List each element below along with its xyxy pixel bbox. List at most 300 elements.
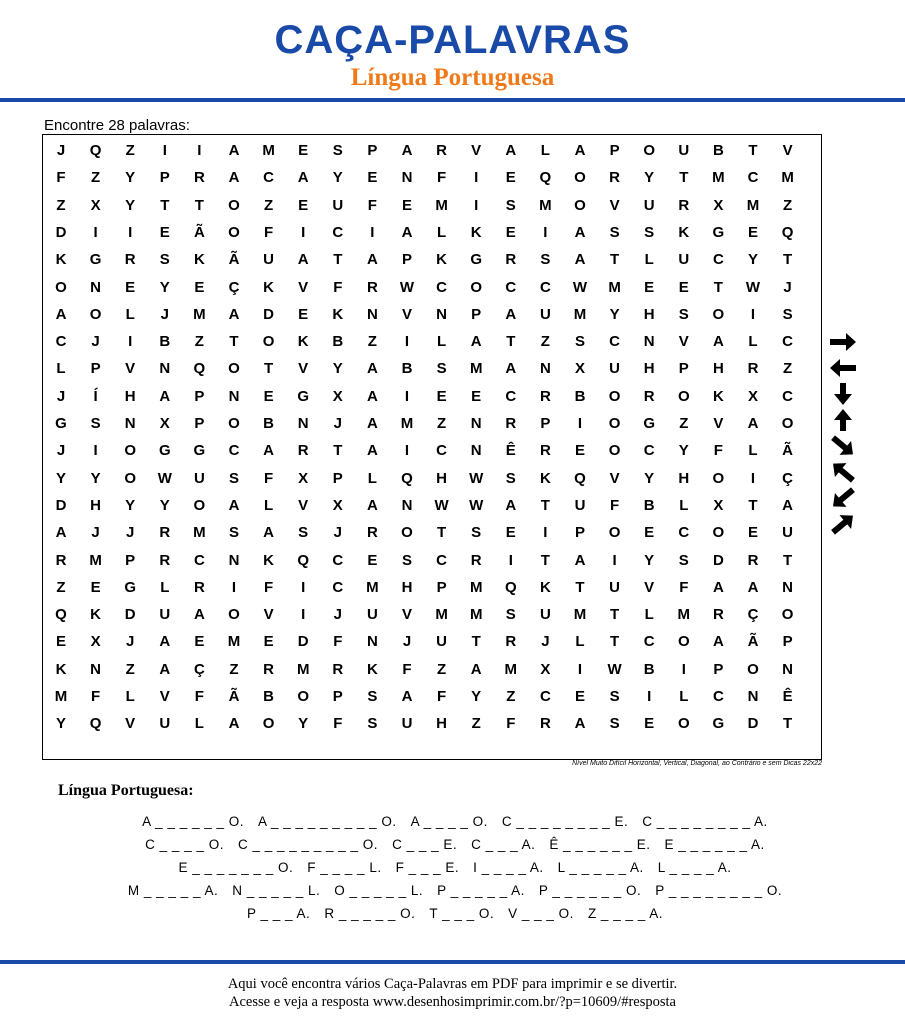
grid-cell[interactable]: T [610,251,620,269]
grid-cell[interactable]: S [678,305,689,323]
grid-cell[interactable]: X [713,496,724,514]
grid-cell[interactable]: M [296,660,310,678]
grid-cell[interactable]: J [56,387,66,405]
grid-cell[interactable]: P [194,415,205,432]
grid-cell[interactable]: C [228,442,240,460]
grid-cell[interactable]: S [90,415,101,432]
grid-cell[interactable]: A [228,142,240,159]
grid-cell[interactable]: Y [644,469,655,487]
grid-cell[interactable]: R [159,524,171,542]
grid-cell[interactable]: S [471,524,482,542]
grid-cell[interactable]: W [399,278,415,296]
grid-cell[interactable]: Y [125,496,136,514]
grid-cell[interactable]: U [643,196,655,214]
grid-cell[interactable]: R [55,551,67,569]
grid-cell[interactable]: W [572,278,588,296]
grid-cell[interactable]: R [678,196,690,214]
grid-cell[interactable]: M [781,169,794,187]
grid-cell[interactable]: S [228,524,239,542]
grid-cell[interactable]: L [644,251,654,269]
grid-cell[interactable]: J [333,415,342,432]
grid-cell[interactable]: V [125,715,136,733]
grid-cell[interactable]: E [505,223,516,241]
grid-cell[interactable]: O [401,524,413,542]
grid-cell[interactable]: W [469,496,484,514]
grid-cell[interactable]: F [264,578,274,596]
grid-cell[interactable]: J [56,442,66,460]
grid-cell[interactable]: A [366,442,378,460]
grid-cell[interactable]: M [262,142,275,159]
grid-cell[interactable]: B [332,333,344,351]
grid-cell[interactable]: L [160,578,170,596]
grid-cell[interactable]: K [263,551,275,569]
grid-cell[interactable]: E [436,387,447,405]
grid-cell[interactable]: A [55,524,67,542]
grid-cell[interactable]: Z [679,415,689,432]
grid-cell[interactable]: S [574,333,585,351]
grid-cell[interactable]: Y [644,169,655,187]
grid-cell[interactable]: I [404,333,410,351]
grid-cell[interactable]: F [367,196,377,214]
grid-cell[interactable]: G [712,223,725,241]
grid-cell[interactable]: C [782,387,794,405]
grid-cell[interactable]: M [539,196,552,214]
grid-cell[interactable]: C [643,633,655,651]
grid-cell[interactable]: R [366,278,378,296]
grid-cell[interactable]: A [505,142,517,159]
grid-cell[interactable]: B [643,660,655,678]
grid-cell[interactable]: S [540,251,551,269]
grid-cell[interactable]: O [677,387,690,405]
grid-cell[interactable]: X [90,196,101,214]
grid-cell[interactable]: T [194,196,204,214]
grid-cell[interactable]: R [332,660,344,678]
grid-cell[interactable]: Ç [228,278,240,296]
grid-cell[interactable]: G [55,415,67,432]
grid-cell[interactable]: Q [193,360,206,378]
grid-cell[interactable]: I [508,551,513,569]
grid-cell[interactable]: M [435,196,448,214]
grid-cell[interactable]: G [89,251,102,269]
grid-cell[interactable]: C [712,688,724,705]
grid-cell[interactable]: A [401,142,413,159]
grid-cell[interactable]: A [712,633,724,651]
grid-cell[interactable]: X [540,660,551,678]
grid-cell[interactable]: Z [125,142,135,159]
grid-cell[interactable]: F [264,469,274,487]
grid-cell[interactable]: A [297,169,309,187]
grid-cell[interactable]: V [401,606,412,624]
grid-cell[interactable]: H [643,360,655,378]
grid-cell[interactable]: U [401,715,413,733]
grid-cell[interactable]: O [124,442,137,460]
grid-cell[interactable]: T [575,578,585,596]
grid-cell[interactable]: I [162,142,167,159]
grid-cell[interactable]: I [750,305,756,323]
grid-cell[interactable]: E [263,633,274,651]
grid-cell[interactable]: P [332,469,343,487]
grid-cell[interactable]: U [574,496,586,514]
grid-cell[interactable]: R [124,251,136,269]
grid-cell[interactable]: M [366,578,379,596]
grid-cell[interactable]: I [301,578,306,596]
grid-cell[interactable]: G [470,251,483,269]
grid-cell[interactable]: L [679,496,689,514]
grid-cell[interactable]: H [712,360,724,378]
grid-cell[interactable]: R [747,360,759,378]
grid-cell[interactable]: K [712,387,724,405]
grid-cell[interactable]: L [264,496,274,514]
grid-cell[interactable]: R [366,524,378,542]
grid-cell[interactable]: X [159,415,170,432]
grid-cell[interactable]: A [228,169,240,187]
grid-cell[interactable]: J [126,633,135,651]
grid-cell[interactable]: M [573,606,587,624]
grid-cell[interactable]: S [332,142,343,159]
grid-cell[interactable]: E [367,551,378,569]
grid-cell[interactable]: J [160,305,169,323]
grid-cell[interactable]: K [332,305,344,323]
grid-cell[interactable]: Q [297,551,310,569]
grid-cell[interactable]: P [713,660,724,678]
grid-cell[interactable]: U [678,142,690,159]
grid-cell[interactable]: P [367,142,378,159]
grid-cell[interactable]: X [332,496,343,514]
grid-cell[interactable]: E [263,387,274,405]
grid-cell[interactable]: A [366,360,378,378]
grid-cell[interactable]: O [89,305,102,323]
grid-cell[interactable]: Z [229,660,239,678]
grid-cell[interactable]: A [228,715,240,733]
grid-cell[interactable]: N [539,360,551,378]
grid-cell[interactable]: H [90,496,102,514]
grid-cell[interactable]: S [436,360,447,378]
grid-cell[interactable]: S [367,715,378,733]
grid-cell[interactable]: A [574,142,586,159]
grid-cell[interactable]: T [229,333,239,351]
grid-cell[interactable]: A [505,496,517,514]
grid-cell[interactable]: Y [159,496,170,514]
grid-cell[interactable]: N [747,688,759,705]
grid-cell[interactable]: S [644,223,655,241]
grid-cell[interactable]: C [505,278,517,296]
grid-cell[interactable]: M [435,606,448,624]
grid-cell[interactable]: A [263,524,275,542]
grid-cell[interactable]: E [298,196,309,214]
grid-cell[interactable]: L [56,360,66,378]
grid-cell[interactable]: U [332,196,344,214]
grid-cell[interactable]: S [367,688,378,705]
grid-cell[interactable]: Y [471,688,482,705]
grid-cell[interactable]: J [56,142,66,159]
grid-cell[interactable]: T [160,196,170,214]
grid-cell[interactable]: A [712,333,724,351]
grid-cell[interactable]: T [506,333,516,351]
grid-cell[interactable]: U [539,606,551,624]
grid-cell[interactable]: O [747,660,759,678]
grid-cell[interactable]: Z [91,169,101,187]
grid-cell[interactable]: I [231,578,237,596]
grid-cell[interactable]: C [436,551,448,569]
grid-cell[interactable]: C [747,169,759,187]
grid-cell[interactable]: C [678,524,690,542]
grid-cell[interactable]: E [90,578,101,596]
grid-cell[interactable]: A [366,496,378,514]
grid-cell[interactable]: F [333,715,343,733]
grid-cell[interactable]: R [539,715,551,733]
grid-cell[interactable]: I [577,660,583,678]
grid-cell[interactable]: Z [783,196,793,214]
grid-cell[interactable]: T [610,633,620,651]
grid-cell[interactable]: O [781,415,794,432]
grid-cell[interactable]: H [678,469,690,487]
grid-cell[interactable]: F [506,715,516,733]
grid-cell[interactable]: Q [89,142,102,159]
grid-cell[interactable]: O [228,223,240,241]
grid-cell[interactable]: I [543,524,548,542]
grid-cell[interactable]: O [712,524,725,542]
grid-cell[interactable]: D [712,551,724,569]
grid-cell[interactable]: L [748,442,758,460]
grid-cell[interactable]: Y [125,169,136,187]
grid-cell[interactable]: D [124,606,136,624]
grid-cell[interactable]: E [505,524,516,542]
grid-cell[interactable]: K [263,278,275,296]
grid-cell[interactable]: M [193,305,206,323]
grid-cell[interactable]: Y [298,715,309,733]
grid-cell[interactable]: A [228,305,240,323]
grid-cell[interactable]: Y [332,169,343,187]
grid-cell[interactable]: V [263,606,274,624]
grid-cell[interactable]: N [228,551,240,569]
grid-cell[interactable]: N [643,333,655,351]
grid-cell[interactable]: Ã [782,442,794,460]
grid-cell[interactable]: R [193,169,205,187]
grid-cell[interactable]: T [748,142,758,159]
grid-cell[interactable]: V [713,415,724,432]
grid-cell[interactable]: M [89,551,102,569]
grid-cell[interactable]: I [301,606,306,624]
grid-cell[interactable]: X [298,469,309,487]
grid-cell[interactable]: F [402,660,412,678]
grid-cell[interactable]: T [333,251,343,269]
grid-cell[interactable]: Í [93,387,98,405]
grid-cell[interactable]: D [747,715,759,733]
grid-cell[interactable]: M [54,688,68,705]
grid-cell[interactable]: M [227,633,241,651]
grid-cell[interactable]: T [783,251,793,269]
grid-cell[interactable]: V [609,196,620,214]
grid-cell[interactable]: Q [401,469,413,487]
grid-cell[interactable]: S [678,551,689,569]
grid-cell[interactable]: P [90,360,101,378]
grid-cell[interactable]: U [263,251,275,269]
grid-cell[interactable]: W [745,278,761,296]
grid-cell[interactable]: Z [471,715,481,733]
grid-cell[interactable]: V [298,278,309,296]
grid-cell[interactable]: T [540,551,550,569]
grid-cell[interactable]: I [128,333,133,351]
grid-cell[interactable]: A [366,415,378,432]
grid-cell[interactable]: E [747,223,758,241]
grid-cell[interactable]: O [193,496,206,514]
grid-cell[interactable]: Y [678,442,689,460]
grid-cell[interactable]: K [55,660,67,678]
grid-cell[interactable]: R [470,551,482,569]
grid-cell[interactable]: K [539,469,551,487]
grid-cell[interactable]: Y [609,305,620,323]
grid-cell[interactable]: R [263,660,275,678]
grid-cell[interactable]: O [574,169,586,187]
grid-cell[interactable]: Ç [193,660,205,678]
grid-cell[interactable]: U [539,305,551,323]
grid-cell[interactable]: N [366,305,378,323]
grid-cell[interactable]: D [55,496,67,514]
grid-cell[interactable]: Ç [747,606,759,624]
grid-cell[interactable]: S [609,223,620,241]
grid-cell[interactable]: B [263,415,275,432]
grid-cell[interactable]: R [505,251,517,269]
grid-cell[interactable]: E [747,524,758,542]
grid-cell[interactable]: I [750,469,756,487]
grid-cell[interactable]: H [401,578,413,596]
grid-cell[interactable]: R [539,387,551,405]
grid-cell[interactable]: Y [747,251,758,269]
grid-cell[interactable]: S [505,196,516,214]
grid-cell[interactable]: O [781,606,794,624]
grid-cell[interactable]: X [713,196,724,214]
grid-cell[interactable]: O [470,278,483,296]
grid-cell[interactable]: P [194,387,205,405]
grid-cell[interactable]: O [262,715,275,733]
grid-cell[interactable]: E [471,387,482,405]
grid-cell[interactable]: R [297,442,309,460]
grid-cell[interactable]: E [574,442,585,460]
grid-cell[interactable]: X [90,633,101,651]
grid-cell[interactable]: A [505,305,517,323]
grid-cell[interactable]: T [333,442,343,460]
grid-cell[interactable]: Ã [747,633,759,651]
grid-cell[interactable]: O [574,196,586,214]
grid-cell[interactable]: L [748,333,758,351]
grid-cell[interactable]: Y [125,196,136,214]
grid-cell[interactable]: Q [89,715,102,733]
grid-cell[interactable]: V [298,496,309,514]
grid-cell[interactable]: Z [506,688,516,705]
grid-cell[interactable]: E [298,305,309,323]
grid-cell[interactable]: P [125,551,136,569]
grid-cell[interactable]: A [574,223,586,241]
grid-cell[interactable]: F [437,169,447,187]
grid-cell[interactable]: T [748,496,758,514]
grid-cell[interactable]: N [436,305,448,323]
grid-cell[interactable]: K [436,251,448,269]
grid-cell[interactable]: G [158,442,171,460]
grid-cell[interactable]: I [93,442,98,460]
grid-cell[interactable]: B [159,333,171,351]
grid-cell[interactable]: E [401,196,412,214]
grid-cell[interactable]: M [608,278,621,296]
grid-cell[interactable]: O [608,387,621,405]
grid-cell[interactable]: U [436,633,448,651]
grid-cell[interactable]: N [782,660,794,678]
grid-cell[interactable]: P [540,415,551,432]
grid-cell[interactable]: P [609,142,620,159]
grid-cell[interactable]: C [712,251,724,269]
grid-cell[interactable]: H [124,387,136,405]
grid-cell[interactable]: P [782,633,793,651]
grid-cell[interactable]: A [159,387,171,405]
grid-cell[interactable]: C [539,688,551,705]
grid-cell[interactable]: G [297,387,310,405]
grid-cell[interactable]: P [436,578,447,596]
grid-cell[interactable]: A [574,715,586,733]
grid-cell[interactable]: F [56,169,66,187]
grid-cell[interactable]: C [436,278,448,296]
grid-cell[interactable]: V [471,142,482,159]
grid-cell[interactable]: R [159,551,171,569]
grid-cell[interactable]: A [505,360,517,378]
grid-cell[interactable]: Ã [228,688,240,705]
grid-cell[interactable]: Ã [193,223,205,241]
grid-cell[interactable]: N [159,360,171,378]
grid-cell[interactable]: J [333,524,342,542]
grid-cell[interactable]: K [678,223,690,241]
grid-cell[interactable]: H [436,715,448,733]
grid-cell[interactable]: L [437,223,447,241]
grid-cell[interactable]: L [679,688,689,705]
grid-cell[interactable]: P [574,524,585,542]
grid-cell[interactable]: U [366,606,378,624]
grid-cell[interactable]: N [470,442,482,460]
grid-cell[interactable]: P [159,169,170,187]
grid-cell[interactable]: A [228,496,240,514]
grid-cell[interactable]: A [159,633,171,651]
grid-cell[interactable]: E [505,169,516,187]
grid-cell[interactable]: T [713,278,723,296]
grid-cell[interactable]: I [301,223,306,241]
grid-cell[interactable]: H [643,305,655,323]
grid-cell[interactable]: K [55,251,67,269]
grid-cell[interactable]: Z [437,415,447,432]
grid-cell[interactable]: M [504,660,518,678]
grid-cell[interactable]: A [470,333,482,351]
grid-cell[interactable]: N [401,496,413,514]
grid-cell[interactable]: D [55,223,67,241]
grid-cell[interactable]: Z [56,578,66,596]
grid-cell[interactable]: M [193,524,206,542]
grid-cell[interactable]: Z [56,196,66,214]
grid-cell[interactable]: F [194,688,204,705]
grid-cell[interactable]: O [643,142,656,159]
grid-cell[interactable]: A [297,251,309,269]
grid-cell[interactable]: W [607,660,622,678]
grid-cell[interactable]: K [366,660,378,678]
grid-cell[interactable]: A [712,578,724,596]
grid-cell[interactable]: K [470,223,482,241]
grid-cell[interactable]: X [747,387,758,405]
grid-cell[interactable]: I [197,142,202,159]
grid-cell[interactable]: T [610,606,620,624]
grid-cell[interactable]: U [782,524,794,542]
grid-cell[interactable]: C [436,442,448,460]
grid-cell[interactable]: C [332,578,344,596]
grid-cell[interactable]: A [574,251,586,269]
grid-cell[interactable]: O [228,415,240,432]
grid-cell[interactable]: N [124,415,136,432]
grid-cell[interactable]: K [539,578,551,596]
grid-cell[interactable]: K [193,251,205,269]
